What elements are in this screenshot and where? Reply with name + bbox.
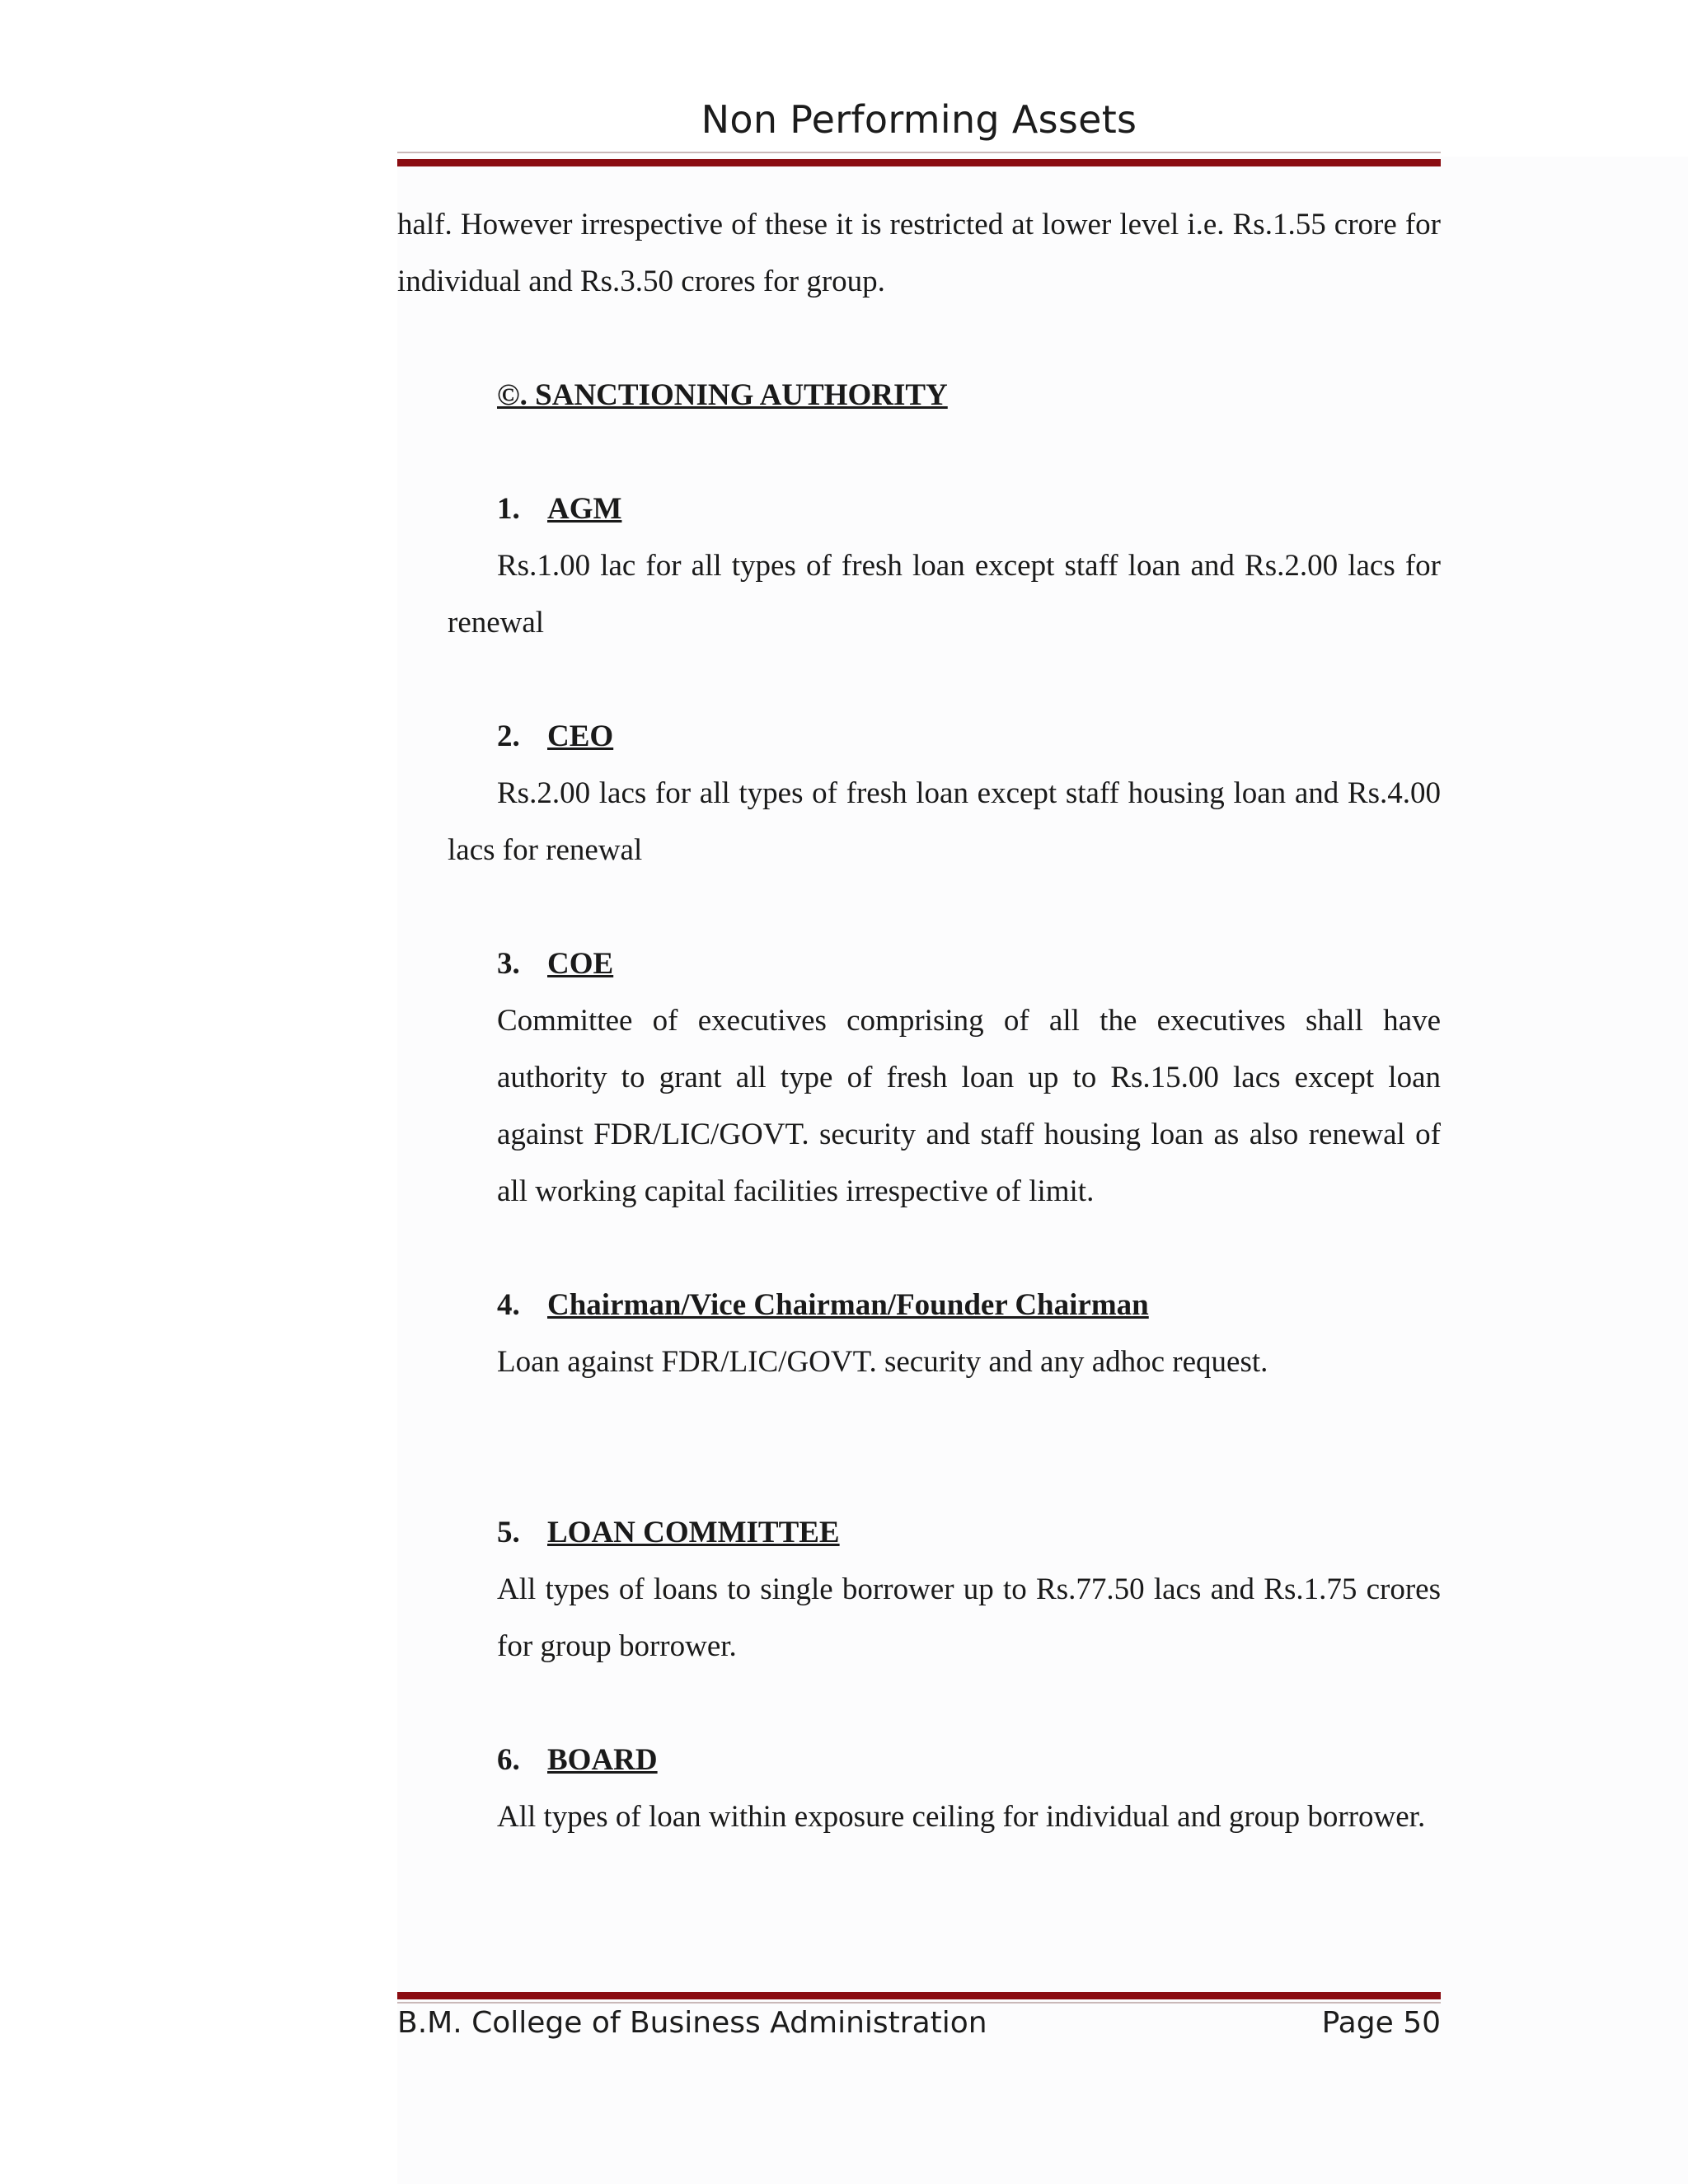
- item-heading: [397, 1732, 1441, 1788]
- list-item-loan-committee: [397, 1504, 1441, 1675]
- item-number: 4.: [497, 1288, 520, 1322]
- item-heading: [397, 480, 1441, 537]
- item-heading: [397, 1277, 1441, 1333]
- item-heading: [397, 1504, 1441, 1561]
- list-item-chairman: [397, 1277, 1441, 1390]
- item-number: 6.: [497, 1743, 520, 1777]
- item-number: 1.: [497, 492, 520, 526]
- document-body: [397, 196, 1441, 1845]
- item-heading: [397, 935, 1441, 992]
- footer-rule-thick: [397, 1992, 1441, 1999]
- item-number: 5.: [497, 1516, 520, 1549]
- footer-page-number: Page 50: [1321, 2006, 1441, 2040]
- header-rule-thin: [397, 152, 1441, 153]
- item-title: AGM: [547, 492, 622, 526]
- item-text: Rs.2.00 lacs for all types of fresh loan except staff housing loan and Rs.4.00 lacs for renewal: [448, 776, 1441, 867]
- page-header-title: Non Performing Assets: [701, 97, 1137, 142]
- item-text: All types of loan within exposure ceiling for individual and group borrower.: [497, 1800, 1426, 1834]
- footer-college-name: B.M. College of Business Administration: [397, 2006, 987, 2040]
- list-item-coe: [397, 935, 1441, 1220]
- footer-rule-thin: [397, 2002, 1441, 2004]
- item-text: All types of loans to single borrower up to Rs.77.50 lacs and Rs.1.75 crores for group borrower.: [497, 1572, 1441, 1663]
- item-text: Loan against FDR/LIC/GOVT. security and any adhoc request.: [497, 1345, 1268, 1379]
- intro-paragraph: half. However irrespective of these it is restricted at lower level i.e. Rs.1.55 crore for individual and Rs.3.50 crores for group.: [397, 208, 1441, 298]
- item-title: CEO: [547, 719, 614, 753]
- list-item-ceo: [397, 708, 1441, 879]
- item-title: BOARD: [547, 1743, 658, 1777]
- item-number: 2.: [497, 719, 520, 753]
- section-heading: ©. SANCTIONING AUTHORITY: [497, 378, 948, 412]
- item-text: Committee of executives comprising of all the executives shall have authority to grant all type of fresh loan up to Rs.15.00 lacs except loan against FDR/LIC/GOVT. security and staff housing loan as also renewal of all working capital facilities irrespective of limit.: [497, 1004, 1441, 1208]
- item-text: Rs.1.00 lac for all types of fresh loan except staff loan and Rs.2.00 lacs for renewal: [448, 549, 1441, 640]
- item-title: Chairman/Vice Chairman/Founder Chairman: [547, 1288, 1149, 1322]
- item-number: 3.: [497, 947, 520, 981]
- item-title: LOAN COMMITTEE: [547, 1516, 840, 1549]
- list-item-agm: [397, 480, 1441, 651]
- item-heading: [397, 708, 1441, 765]
- item-title: COE: [547, 947, 614, 981]
- list-item-board: [397, 1732, 1441, 1845]
- header-rule-thick: [397, 159, 1441, 166]
